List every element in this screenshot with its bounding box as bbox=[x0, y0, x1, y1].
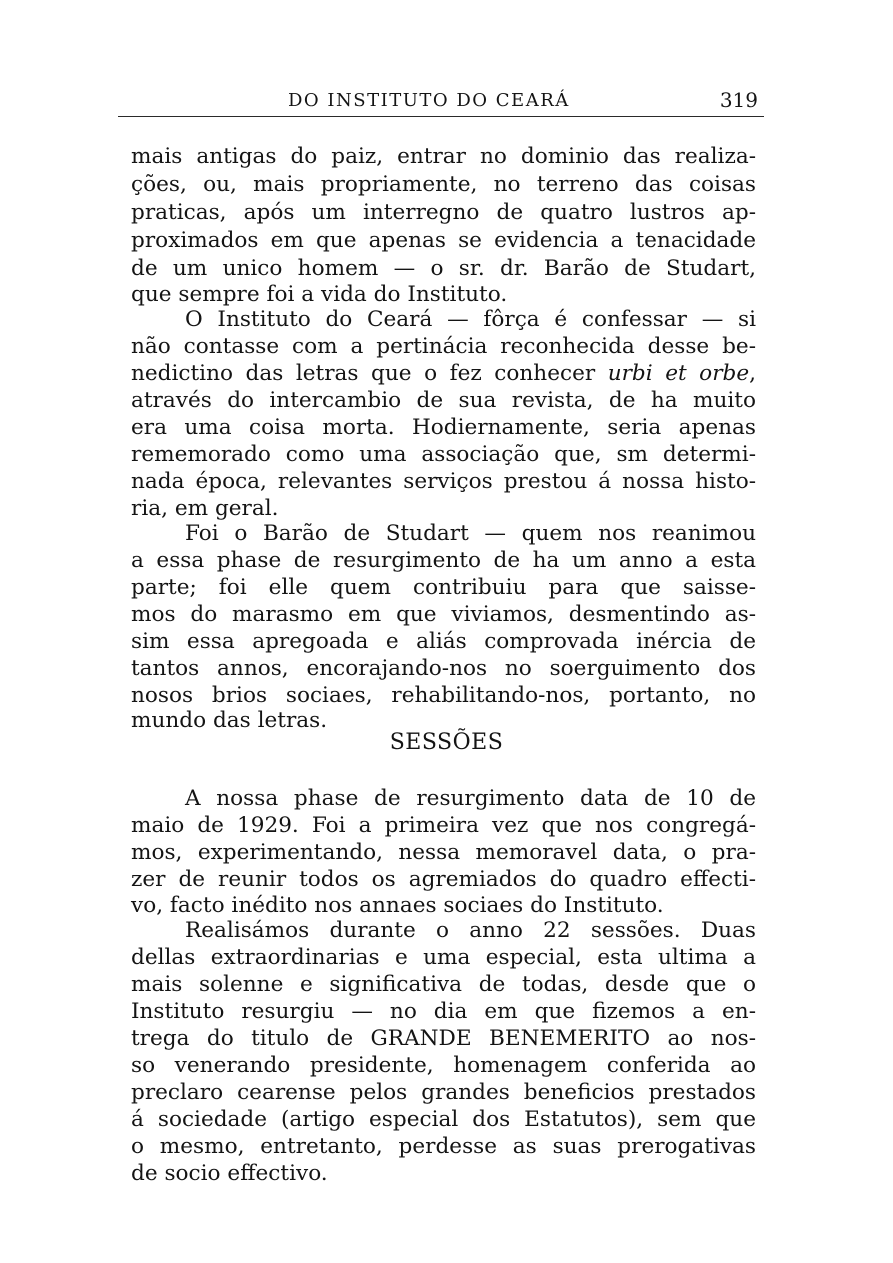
text-line: O Instituto do Ceará — fôrça é confessar — si bbox=[185, 307, 756, 332]
page-header bbox=[118, 88, 764, 117]
text-line: so venerando presidente, homenagem conferida ao bbox=[131, 1053, 756, 1078]
text-line: que sempre foi a vida do Instituto. bbox=[131, 282, 508, 307]
text-line: zer de reunir todos os agremiados do quadro effecti- bbox=[131, 867, 756, 892]
text-line: o mesmo, entretanto, perdesse as suas prerogativas bbox=[131, 1134, 756, 1159]
text-line: proximados em que apenas se evidencia a tenacidade bbox=[131, 228, 756, 253]
running-title: DO INSTITUTO DO CEARÁ bbox=[288, 90, 570, 111]
text-line: não contasse com a pertinácia reconhecida desse be- bbox=[131, 334, 756, 359]
text-line: praticas, após um interregno de quatro lustros ap- bbox=[131, 200, 756, 225]
text-line: preclaro cearense pelos grandes beneficios prestados bbox=[131, 1080, 756, 1105]
text-line: de socio effectivo. bbox=[131, 1161, 328, 1186]
section-heading bbox=[0, 728, 893, 758]
section-heading-text: SESSÕES bbox=[389, 730, 504, 755]
text-line: através do intercambio de sua revista, de ha muito bbox=[131, 388, 756, 413]
text-line: tantos annos, encorajando-nos no soerguimento dos bbox=[131, 656, 756, 681]
text-line: mais antigas do paiz, entrar no dominio das realiza- bbox=[131, 144, 756, 169]
text-line: nosos brios sociaes, rehabilitando-nos, portanto, no bbox=[131, 683, 756, 708]
text-line: mais solenne e significativa de todas, desde que o bbox=[131, 972, 756, 997]
text-line: mundo das letras. bbox=[131, 708, 328, 733]
text-line: de um unico homem — o sr. dr. Barão de Studart, bbox=[131, 256, 756, 281]
text-line: trega do titulo de GRANDE BENEMERITO ao nos- bbox=[131, 1026, 756, 1051]
text-line: mos do marasmo em que viviamos, desmentindo as- bbox=[131, 602, 756, 627]
text-line: sim essa apregoada e aliás comprovada inércia de bbox=[131, 629, 756, 654]
text-line: ções, ou, mais propriamente, no terreno das coisas bbox=[131, 172, 756, 197]
text-line: nedictino das letras que o fez conhecer urbi et orbe, bbox=[131, 361, 756, 386]
text-line: nada época, relevantes serviços prestou á nossa histo- bbox=[131, 469, 756, 494]
text-line: vo, facto inédito nos annaes sociaes do Instituto. bbox=[131, 893, 664, 918]
text-line: á sociedade (artigo especial dos Estatutos), sem que bbox=[131, 1107, 756, 1132]
text-line: maio de 1929. Foi a primeira vez que nos congregá- bbox=[131, 813, 756, 838]
text-line: ria, em geral. bbox=[131, 496, 279, 521]
text-line: Foi o Barão de Studart — quem nos reanimou bbox=[185, 521, 756, 546]
text-line: A nossa phase de resurgimento data de 10 de bbox=[185, 786, 756, 811]
text-line: parte; foi elle quem contribuiu para que saisse- bbox=[131, 575, 756, 600]
text-line: a essa phase de resurgimento de ha um anno a esta bbox=[131, 548, 756, 573]
text-line: Instituto resurgiu — no dia em que fizemos a en- bbox=[131, 999, 756, 1024]
text-line: mos, experimentando, nessa memoravel data, o pra- bbox=[131, 840, 756, 865]
text-line: era uma coisa morta. Hodiernamente, seria apenas bbox=[131, 415, 756, 440]
text-line: Realisámos durante o anno 22 sessões. Duas bbox=[185, 918, 756, 943]
text-line: rememorado como uma associação que, sm determi- bbox=[131, 442, 756, 467]
page-number: 319 bbox=[719, 88, 758, 112]
text-line: dellas extraordinarias e uma especial, esta ultima a bbox=[131, 945, 756, 970]
italic-phrase: urbi et orbe bbox=[607, 361, 750, 386]
